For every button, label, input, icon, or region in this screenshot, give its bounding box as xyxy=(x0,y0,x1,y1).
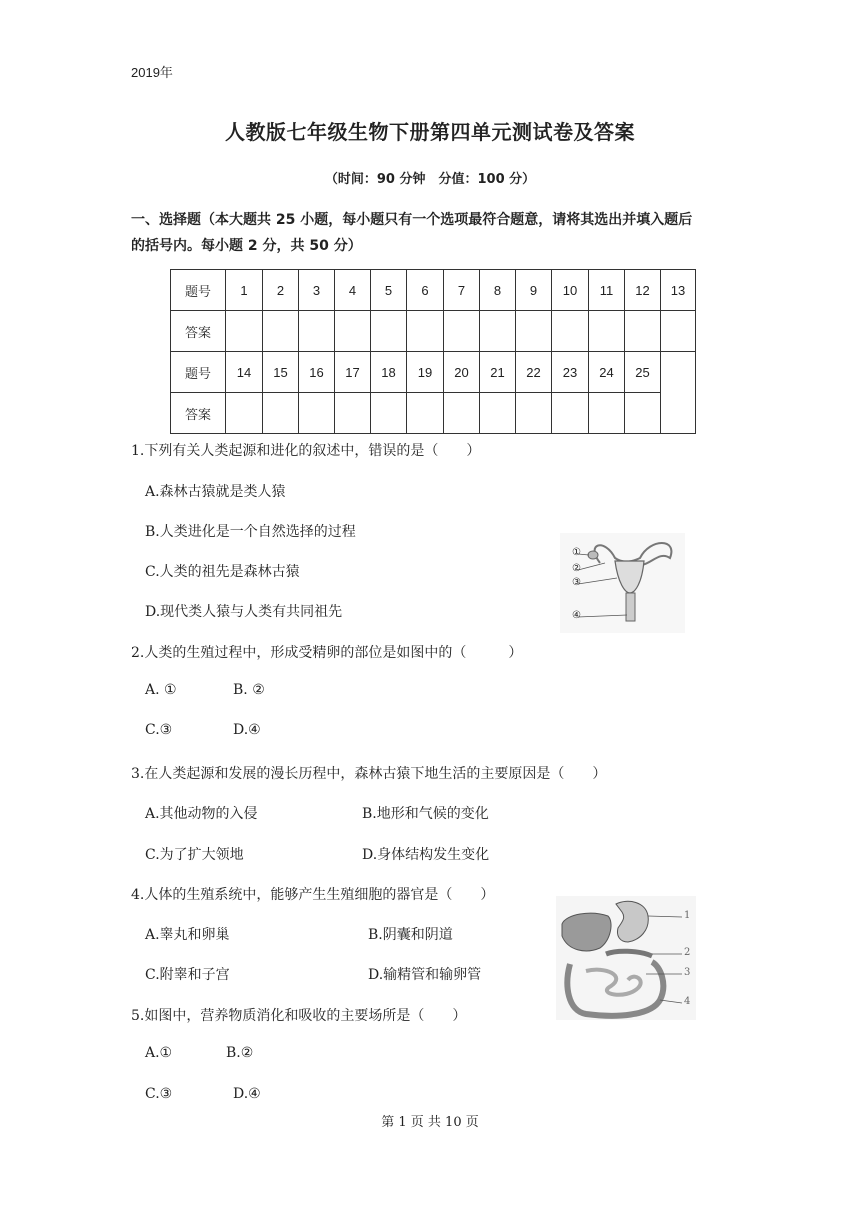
row-label: 题号 xyxy=(171,270,226,311)
answer-cell[interactable] xyxy=(263,393,299,434)
answer-cell[interactable] xyxy=(407,393,444,434)
question-number-cell: 13 xyxy=(661,270,696,311)
question-number-cell: 15 xyxy=(263,352,299,393)
question-2-option-c[interactable]: C.③ xyxy=(145,722,173,738)
question-number-cell: 9 xyxy=(516,270,552,311)
section-heading xyxy=(131,207,731,259)
answer-cell[interactable] xyxy=(444,393,480,434)
digestive-illustration xyxy=(556,896,696,1020)
question-3-stem: 3.在人类起源和发展的漫长历程中，森林古猿下地生活的主要原因是（ ） xyxy=(131,766,607,782)
answer-cell[interactable] xyxy=(480,311,516,352)
answer-cell[interactable] xyxy=(226,393,263,434)
page-footer: 第 1 页 共 10 页 xyxy=(381,1115,479,1130)
answer-table xyxy=(170,269,696,434)
figure-label-4: ④ xyxy=(572,610,581,621)
answer-cell[interactable] xyxy=(299,393,335,434)
question-1-stem: 1.下列有关人类起源和进化的叙述中，错误的是（ ） xyxy=(131,443,481,459)
question-number-cell: 7 xyxy=(444,270,480,311)
answer-cell[interactable] xyxy=(226,311,263,352)
table-row xyxy=(171,352,696,393)
question-number-cell: 11 xyxy=(589,270,625,311)
question-4-option-c[interactable]: C.附睾和子宫 xyxy=(145,967,230,983)
figure-label-2: 2 xyxy=(684,947,691,958)
answer-cell[interactable] xyxy=(625,311,661,352)
figure-label-1: ① xyxy=(572,547,581,558)
header-year: 2019年 xyxy=(131,65,173,80)
question-2-option-a[interactable]: A. ① xyxy=(145,682,177,698)
page-title: 人教版七年级生物下册第四单元测试卷及答案 xyxy=(225,120,635,144)
question-4-option-a[interactable]: A.睾丸和卵巢 xyxy=(145,927,230,943)
question-number-cell: 1 xyxy=(226,270,263,311)
question-number-cell: 25 xyxy=(625,352,661,393)
question-number-cell: 6 xyxy=(407,270,444,311)
question-number-cell: 19 xyxy=(407,352,444,393)
answer-cell[interactable] xyxy=(444,311,480,352)
empty-cell xyxy=(661,352,696,434)
question-number-cell: 4 xyxy=(335,270,371,311)
answer-cell[interactable] xyxy=(516,393,552,434)
question-4-stem: 4.人体的生殖系统中，能够产生生殖细胞的器官是（ ） xyxy=(131,887,495,903)
answer-cell[interactable] xyxy=(407,311,444,352)
question-3-option-c[interactable]: C.为了扩大领地 xyxy=(145,847,244,863)
question-5-option-d[interactable]: D.④ xyxy=(233,1086,261,1102)
answer-cell[interactable] xyxy=(263,311,299,352)
question-number-cell: 8 xyxy=(480,270,516,311)
question-2-stem: 2.人类的生殖过程中，形成受精卵的部位是如图中的（ ） xyxy=(131,645,523,661)
question-number-cell: 14 xyxy=(226,352,263,393)
question-5-option-b[interactable]: B.② xyxy=(226,1045,254,1061)
question-5-stem: 5.如图中，营养物质消化和吸收的主要场所是（ ） xyxy=(131,1008,467,1024)
answer-cell[interactable] xyxy=(552,311,589,352)
question-number-cell: 17 xyxy=(335,352,371,393)
section-heading-line-1: 一、选择题（本大题共 25 小题，每小题只有一个选项最符合题意，请将其选出并填入题后 xyxy=(131,212,693,228)
answer-cell[interactable] xyxy=(661,311,696,352)
question-2-option-b[interactable]: B. ② xyxy=(233,682,265,698)
answer-cell[interactable] xyxy=(552,393,589,434)
question-5-option-c[interactable]: C.③ xyxy=(145,1086,173,1102)
answer-cell[interactable] xyxy=(335,311,371,352)
question-number-cell: 23 xyxy=(552,352,589,393)
table-row xyxy=(171,311,696,352)
answer-cell[interactable] xyxy=(299,311,335,352)
table-row xyxy=(171,270,696,311)
question-1-option-c[interactable]: C.人类的祖先是森林古猿 xyxy=(145,564,300,580)
question-number-cell: 18 xyxy=(371,352,407,393)
question-3-option-d[interactable]: D.身体结构发生变化 xyxy=(362,847,490,863)
section-heading-line-2: 的括号内。每小题 2 分，共 50 分） xyxy=(131,238,362,254)
answer-cell[interactable] xyxy=(589,311,625,352)
row-label: 题号 xyxy=(171,352,226,393)
answer-cell[interactable] xyxy=(516,311,552,352)
question-number-cell: 3 xyxy=(299,270,335,311)
figure-label-4: 4 xyxy=(684,996,691,1007)
row-label: 答案 xyxy=(171,311,226,352)
row-label: 答案 xyxy=(171,393,226,434)
question-2-option-d[interactable]: D.④ xyxy=(233,722,261,738)
table-row xyxy=(171,393,696,434)
question-1-option-b[interactable]: B.人类进化是一个自然选择的过程 xyxy=(145,524,356,540)
exam-info: （时间：90 分钟 分值：100 分） xyxy=(324,172,536,187)
question-number-cell: 20 xyxy=(444,352,480,393)
question-number-cell: 12 xyxy=(625,270,661,311)
answer-cell[interactable] xyxy=(589,393,625,434)
question-number-cell: 5 xyxy=(371,270,407,311)
question-number-cell: 2 xyxy=(263,270,299,311)
question-number-cell: 21 xyxy=(480,352,516,393)
question-5-option-a[interactable]: A.① xyxy=(145,1045,173,1061)
answer-cell[interactable] xyxy=(335,393,371,434)
question-number-cell: 22 xyxy=(516,352,552,393)
figure-label-2: ② xyxy=(572,563,581,574)
answer-cell[interactable] xyxy=(480,393,516,434)
answer-cell[interactable] xyxy=(371,393,407,434)
digestive-system-diagram xyxy=(556,896,696,1020)
answer-cell[interactable] xyxy=(625,393,661,434)
question-1-option-a[interactable]: A.森林古猿就是类人猿 xyxy=(145,484,286,500)
uterus-diagram xyxy=(560,533,685,633)
question-number-cell: 16 xyxy=(299,352,335,393)
question-3-option-b[interactable]: B.地形和气候的变化 xyxy=(362,806,489,822)
question-4-option-d[interactable]: D.输精管和输卵管 xyxy=(368,967,482,983)
question-4-option-b[interactable]: B.阴囊和阴道 xyxy=(368,927,453,943)
answer-cell[interactable] xyxy=(371,311,407,352)
question-3-option-a[interactable]: A.其他动物的入侵 xyxy=(145,806,258,822)
figure-label-1: 1 xyxy=(684,910,691,921)
question-1-option-d[interactable]: D.现代类人猿与人类有共同祖先 xyxy=(145,604,343,620)
figure-label-3: ③ xyxy=(572,577,581,588)
figure-label-3: 3 xyxy=(684,967,691,978)
question-number-cell: 10 xyxy=(552,270,589,311)
question-number-cell: 24 xyxy=(589,352,625,393)
